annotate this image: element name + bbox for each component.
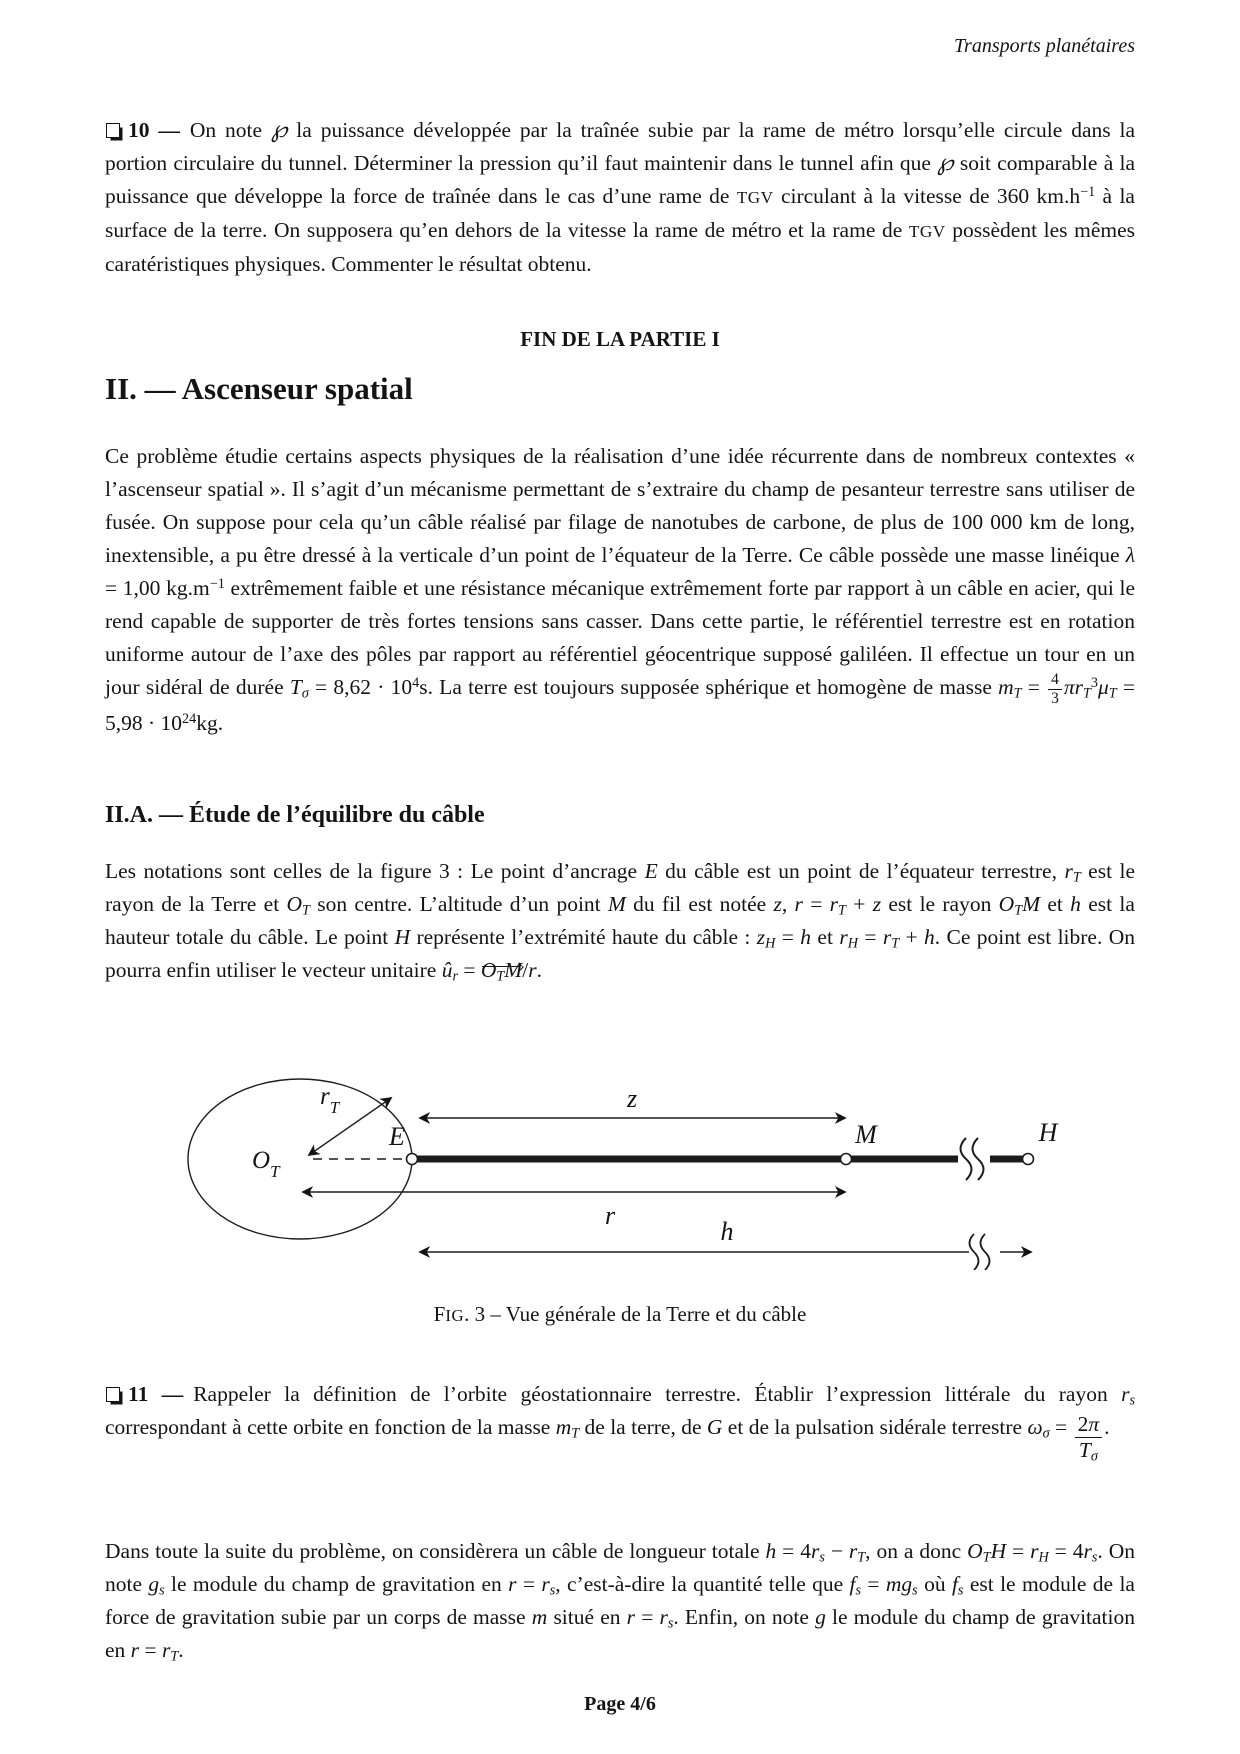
text-i: πr (1063, 675, 1083, 699)
text-sc: TGV (908, 222, 946, 241)
text-isub: T (1014, 902, 1023, 919)
text-isub: s (549, 1582, 556, 1599)
text-i: r (1121, 1382, 1130, 1406)
cable-break-mark (973, 1138, 984, 1180)
text-run: Dans toute la suite du problème, on considèrera un câble de longueur totale (105, 1539, 766, 1563)
text-run: = (1049, 1415, 1073, 1439)
label-r: r (604, 1201, 616, 1230)
text-run: . (536, 958, 542, 982)
text-run: de la terre, de (579, 1415, 707, 1439)
text-run: = (802, 892, 830, 916)
text-i: r (541, 1572, 550, 1596)
h-break-mark (981, 1234, 990, 1270)
text-run: le module du champ de gravitation en (164, 1572, 509, 1596)
question-11-paragraph (105, 1378, 1135, 1462)
text-isub: r (452, 968, 458, 985)
text-run: Les notations sont celles de la figure 3 : Le point d’ancrage (105, 859, 645, 883)
text-i: H (990, 1539, 1007, 1563)
question-10-paragraph (105, 114, 1135, 281)
text-isub: T (302, 902, 310, 919)
text-i: G (706, 1415, 723, 1439)
section-iia-heading: II.A. — Étude de l’équilibre du câble (105, 802, 485, 828)
text-run: F (433, 1302, 446, 1326)
text-i: r (794, 892, 803, 916)
cable-break-mark (961, 1138, 972, 1180)
text-i: f (951, 1572, 958, 1596)
text-fracs (1046, 671, 1064, 707)
text-run: son centre. L’altitude d’un point (309, 892, 608, 916)
text-scr: ℘ (270, 117, 288, 143)
text-run: est le rayon (881, 892, 999, 916)
text-i: û (441, 958, 453, 982)
text-i: O (998, 892, 1015, 916)
text-run: = 5,98 · 10 (105, 675, 1135, 735)
text-isub: T (838, 902, 846, 919)
text-fn: 4 (1048, 671, 1062, 689)
text-run: et (1040, 892, 1071, 916)
text-i: h (923, 925, 935, 949)
text-i: r (810, 1539, 820, 1563)
text-i: r (626, 1605, 636, 1629)
text-run: . On note (105, 1539, 1135, 1596)
label-H: H (1038, 1118, 1058, 1147)
text-run: + (899, 925, 924, 949)
text-run: à la surface de la terre. On supposera qu’en dehors de la vitesse la rame de métro et la rame de (105, 184, 1135, 242)
label-h: h (720, 1217, 734, 1246)
text-i: mg (885, 1572, 913, 1596)
text-sc: TGV (736, 188, 774, 207)
text-isub: H (847, 935, 858, 952)
question-marker-icon (106, 123, 120, 138)
text-run: s. La terre est toujours supposée sphérique et homogène de masse (419, 675, 999, 699)
text-run: On note (189, 118, 271, 142)
text-i: λ (1125, 543, 1135, 567)
text-run: est le module de la force de gravitation subie par un corps de masse (105, 1572, 1135, 1629)
text-i: O (967, 1539, 983, 1563)
text-i: T (289, 675, 302, 699)
point-E-marker (407, 1154, 418, 1165)
text-i: r (829, 892, 839, 916)
text-run: = (1006, 1539, 1031, 1563)
text-i: T (1078, 1437, 1091, 1462)
text-isub: T (1072, 869, 1081, 886)
text-i: r (1083, 1539, 1092, 1563)
text-run: kg. (196, 710, 224, 735)
text-run: = (857, 925, 883, 949)
figure-caption (105, 1298, 1135, 1332)
text-isub: T (891, 935, 900, 952)
figure-3 (130, 1055, 1140, 1270)
h-break-mark (970, 1234, 979, 1270)
label-rT: $r_T$ (320, 1083, 340, 1117)
section-ii-heading: II. — Ascenseur spatial (105, 371, 413, 406)
text-run: , c’est-à-dire la quantité telle que (555, 1572, 850, 1596)
text-i: r (528, 958, 537, 982)
text-fd (1075, 1438, 1103, 1462)
text-run: et de la pulsation sidérale terrestre (722, 1415, 1028, 1439)
text-i: r (1030, 1539, 1039, 1563)
text-i: O (480, 958, 497, 982)
point-H-marker (1023, 1154, 1034, 1165)
text-run: = (1021, 675, 1047, 699)
label-OT: $O_T$ (252, 1147, 280, 1181)
text-i: O (286, 892, 303, 916)
text-isub: σ (1042, 1425, 1050, 1442)
text-i: r (130, 1638, 140, 1662)
text-i: π (1088, 1412, 1100, 1437)
text-run: où (917, 1572, 952, 1596)
text-isub: T (1082, 685, 1091, 702)
text-isub: s (1091, 1549, 1098, 1566)
text-run: du câble est un point de l’équateur terrestre, (657, 859, 1065, 883)
text-isub: s (667, 1615, 674, 1632)
text-isub: T (982, 1549, 991, 1566)
text-run: du fil est notée (625, 892, 774, 916)
text-i: h (765, 1539, 777, 1563)
text-run: − (824, 1539, 849, 1563)
text-i: z (756, 925, 766, 949)
text-run: possèdent les mêmes caratéristiques physiques. Commenter le résultat obtenu. (105, 218, 1136, 276)
text-isub: s (855, 1582, 862, 1599)
text-run: . (178, 1638, 184, 1662)
text-run: est le rayon de la Terre et (105, 859, 1136, 916)
text-run: 2 (1077, 1412, 1089, 1437)
text-run: , (781, 892, 795, 916)
text-i: M (504, 958, 523, 982)
text-i: M (1022, 892, 1041, 916)
text-isub: σ (301, 685, 309, 702)
text-run: situé en (547, 1605, 627, 1629)
text-run: le module du champ de gravitation en (105, 1605, 1135, 1662)
text-run: . Ce point est libre. On pourra enfin utiliser le vecteur unitaire (105, 925, 1135, 982)
text-run: = (861, 1572, 886, 1596)
text-i: H (394, 925, 411, 949)
text-isub: H (1038, 1549, 1049, 1566)
text-run: circulant à la vitesse de 360 km.h (773, 184, 1081, 208)
point-M-marker (841, 1154, 852, 1165)
text-fn (1075, 1412, 1103, 1437)
text-i: μ (1097, 675, 1109, 699)
text-i: f (849, 1572, 856, 1596)
text-run: = 1,00 kg.m (105, 576, 210, 600)
text-sup: −1 (209, 575, 225, 592)
text-run: = 4 (1048, 1539, 1084, 1563)
text-i: z (773, 892, 782, 916)
text-isub: s (1129, 1392, 1135, 1409)
text-sup: 24 (182, 710, 197, 727)
text-scr: ℘ (937, 150, 954, 176)
text-i: m (531, 1605, 548, 1629)
text-i: ω (1027, 1415, 1043, 1439)
text-i: h (1070, 892, 1081, 916)
text-isub: T (1013, 685, 1022, 702)
fin-partie-heading: FIN DE LA PARTIE I (520, 327, 720, 351)
text-isub: σ (1090, 1447, 1098, 1464)
text-run: Ce problème étudie certains aspects physiques de la réalisation d’une idée récurrente dans de nombreux contextes « l’ascenseur spatial ». Il s’agit d’un mécanisme permettant de s’extraire du champ de pesanteur terrestre sans utiliser de fusée. On suppose pour cela qu’un câble réalisé par filage de nanotubes de carbone, de plus de 100 000 km de long, inextensible, a pu être dressé à la verticale d’un point de l’équateur de la Terre. Ce câble possède une masse linéique (105, 444, 1135, 567)
text-i: M (607, 892, 626, 916)
text-run: = 8,62 · 10 (308, 675, 413, 699)
text-run: = (457, 958, 481, 982)
text-fd: 3 (1051, 689, 1059, 707)
text-i: m (555, 1415, 572, 1439)
text-isub: s (159, 1582, 165, 1599)
text-frac (1073, 1412, 1105, 1464)
label-z: z (626, 1084, 638, 1113)
text-i: r (848, 1539, 858, 1563)
text-run: est la hauteur totale du câble. Le point (105, 892, 1135, 949)
text-i: g (815, 1605, 826, 1629)
text-isub: T (857, 1549, 866, 1566)
text-run: / (522, 958, 529, 982)
text-b: 11 — (128, 1382, 184, 1406)
text-i: E (644, 859, 658, 883)
text-run: = (775, 925, 801, 949)
question-marker-icon (106, 1387, 120, 1402)
text-run: . Enfin, on note (673, 1605, 816, 1629)
text-run: = (635, 1605, 660, 1629)
text-sup: −1 (1080, 183, 1096, 200)
text-isub: T (170, 1648, 179, 1665)
page-header: Transports planétaires (954, 35, 1135, 57)
text-isub: T (1108, 685, 1117, 702)
text-i: r (1064, 859, 1073, 883)
text-isub: s (957, 1582, 964, 1599)
notations-paragraph (105, 855, 1135, 987)
text-isub: H (765, 935, 776, 952)
text-run: représente l’extrémité haute du câble : (410, 925, 757, 949)
text-i: r (508, 1572, 517, 1596)
text-run: = (139, 1638, 162, 1662)
text-run: la puissance développée par la traînée subie par la rame de métro lorsqu’elle circule dans la portion circulaire du tunnel. Déterminer la pression qu’il faut maintenir dans le tunnel afin que (105, 118, 1135, 175)
intro-paragraph (105, 440, 1135, 740)
text-sup: 4 (412, 674, 420, 691)
text-sc: IG (445, 1306, 465, 1325)
label-E: E (389, 1122, 405, 1151)
text-i: z (872, 892, 882, 916)
text-b: 10 — (128, 118, 180, 142)
text-run: . 3 – Vue générale de la Terre et du câble (464, 1302, 807, 1326)
text-isub: T (571, 1425, 580, 1442)
text-run: extrêmement faible et une résistance mécanique extrêmement forte par rapport à un câble en acier, qui le rend capable de supporter de très fortes tensions sans casser. Dans cette partie, le référentiel terrestre est en rotation uniforme autour de l’axe des pôles par rapport au référentiel géocentrique supposé galiléen. Il effectue un tour en un jour sidéral de durée (105, 576, 1135, 699)
text-i: m (998, 675, 1014, 699)
label-M: M (855, 1120, 877, 1149)
text-run: + (845, 892, 873, 916)
text-i: r (161, 1638, 171, 1662)
text-run: = 4 (776, 1539, 811, 1563)
text-run: , on a donc (865, 1539, 968, 1563)
text-isub: T (496, 968, 505, 985)
text-run: soit comparable à la puissance que développe la force de traînée dans le cas d’une rame de (105, 151, 1135, 208)
suite-paragraph (105, 1535, 1135, 1667)
text-i: r (659, 1605, 668, 1629)
text-run: et (811, 925, 840, 949)
text-i: h (800, 925, 812, 949)
text-isub: s (819, 1549, 825, 1566)
text-i: r (839, 925, 848, 949)
text-i: r (882, 925, 892, 949)
text-vec (480, 958, 523, 985)
page-number: Page 4/6 (584, 1693, 656, 1715)
text-sup: 3 (1090, 674, 1098, 691)
text-run: Rappeler la définition de l’orbite géostationnaire terrestre. Établir l’expression littérale du rayon (193, 1382, 1122, 1406)
text-run: = (516, 1572, 542, 1596)
text-run: . (1104, 1415, 1110, 1439)
text-isub: s (912, 1582, 918, 1599)
text-run: correspondant à cette orbite en fonction de la masse (105, 1415, 556, 1439)
text-i: g (148, 1572, 160, 1596)
